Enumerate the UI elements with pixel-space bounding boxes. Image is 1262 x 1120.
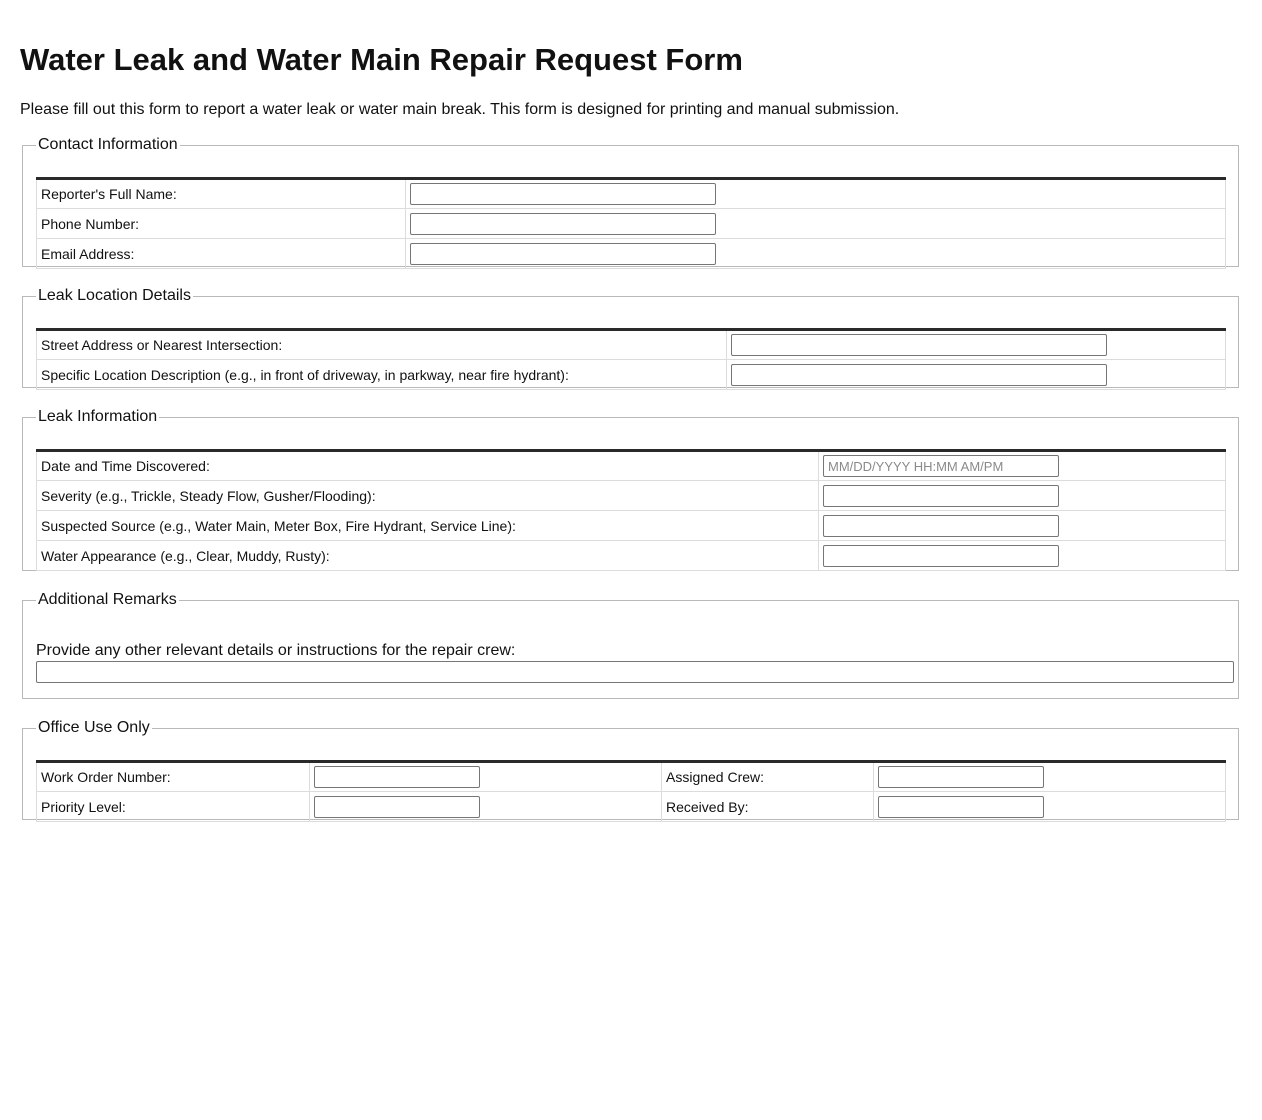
priority-level-cell [310,792,662,822]
table-row [37,792,1226,822]
assigned-crew-cell [874,762,1226,792]
severity-input[interactable] [823,485,1059,507]
severity-cell [819,481,1226,511]
full-name-label: Reporter's Full Name: [37,179,406,209]
received-by-cell [874,792,1226,822]
phone-cell [406,209,1226,239]
location-table [36,328,1226,390]
phone-input[interactable] [410,213,716,235]
leak-information-legend: Leak Information [38,408,158,425]
office-use-legend: Office Use Only [38,719,150,736]
table-row [37,762,1226,792]
table-row [37,209,1226,239]
water-appearance-label: Water Appearance (e.g., Clear, Muddy, Rusty): [37,541,819,571]
contact-information-legend: Contact Information [38,136,178,153]
remarks-input[interactable] [36,661,1234,683]
assigned-crew-input[interactable] [878,766,1044,788]
contact-information-section [22,136,1239,267]
table-row [37,360,1226,390]
suspected-source-input[interactable] [823,515,1059,537]
office-table [36,760,1226,822]
work-order-label: Work Order Number: [37,762,310,792]
water-appearance-input[interactable] [823,545,1059,567]
email-label: Email Address: [37,239,406,269]
table-row [37,330,1226,360]
street-address-cell [727,330,1226,360]
table-row [37,451,1226,481]
remarks-label: Provide any other relevant details or instructions for the repair crew: [36,642,516,659]
table-row [37,541,1226,571]
street-address-label: Street Address or Nearest Intersection: [37,330,727,360]
suspected-source-cell [819,511,1226,541]
water-appearance-cell [819,541,1226,571]
date-discovered-cell [819,451,1226,481]
additional-remarks-section [22,591,1239,699]
table-row [37,239,1226,269]
email-input[interactable] [410,243,716,265]
full-name-cell [406,179,1226,209]
table-row [37,481,1226,511]
work-order-input[interactable] [314,766,480,788]
form-title: Water Leak and Water Main Repair Request Form [20,42,743,77]
additional-remarks-legend: Additional Remarks [38,591,177,608]
form-intro: Please fill out this form to report a water leak or water main break. This form is designed for printing and manual submission. [20,101,900,118]
street-address-input[interactable] [731,334,1107,356]
suspected-source-label: Suspected Source (e.g., Water Main, Meter Box, Fire Hydrant, Service Line): [37,511,819,541]
office-use-section [22,719,1239,820]
specific-location-cell [727,360,1226,390]
leak-table [36,449,1226,571]
priority-level-input[interactable] [314,796,480,818]
date-discovered-input[interactable] [823,455,1059,477]
leak-location-legend: Leak Location Details [38,287,191,304]
specific-location-label: Specific Location Description (e.g., in front of driveway, in parkway, near fire hydrant): [37,360,727,390]
specific-location-input[interactable] [731,364,1107,386]
received-by-label: Received By: [662,792,874,822]
received-by-input[interactable] [878,796,1044,818]
date-discovered-label: Date and Time Discovered: [37,451,819,481]
contact-table [36,177,1226,269]
work-order-cell [310,762,662,792]
phone-label: Phone Number: [37,209,406,239]
leak-information-section [22,408,1239,571]
full-name-input[interactable] [410,183,716,205]
assigned-crew-label: Assigned Crew: [662,762,874,792]
severity-label: Severity (e.g., Trickle, Steady Flow, Gusher/Flooding): [37,481,819,511]
leak-location-section [22,287,1239,388]
table-row [37,179,1226,209]
email-cell [406,239,1226,269]
table-row [37,511,1226,541]
priority-level-label: Priority Level: [37,792,310,822]
